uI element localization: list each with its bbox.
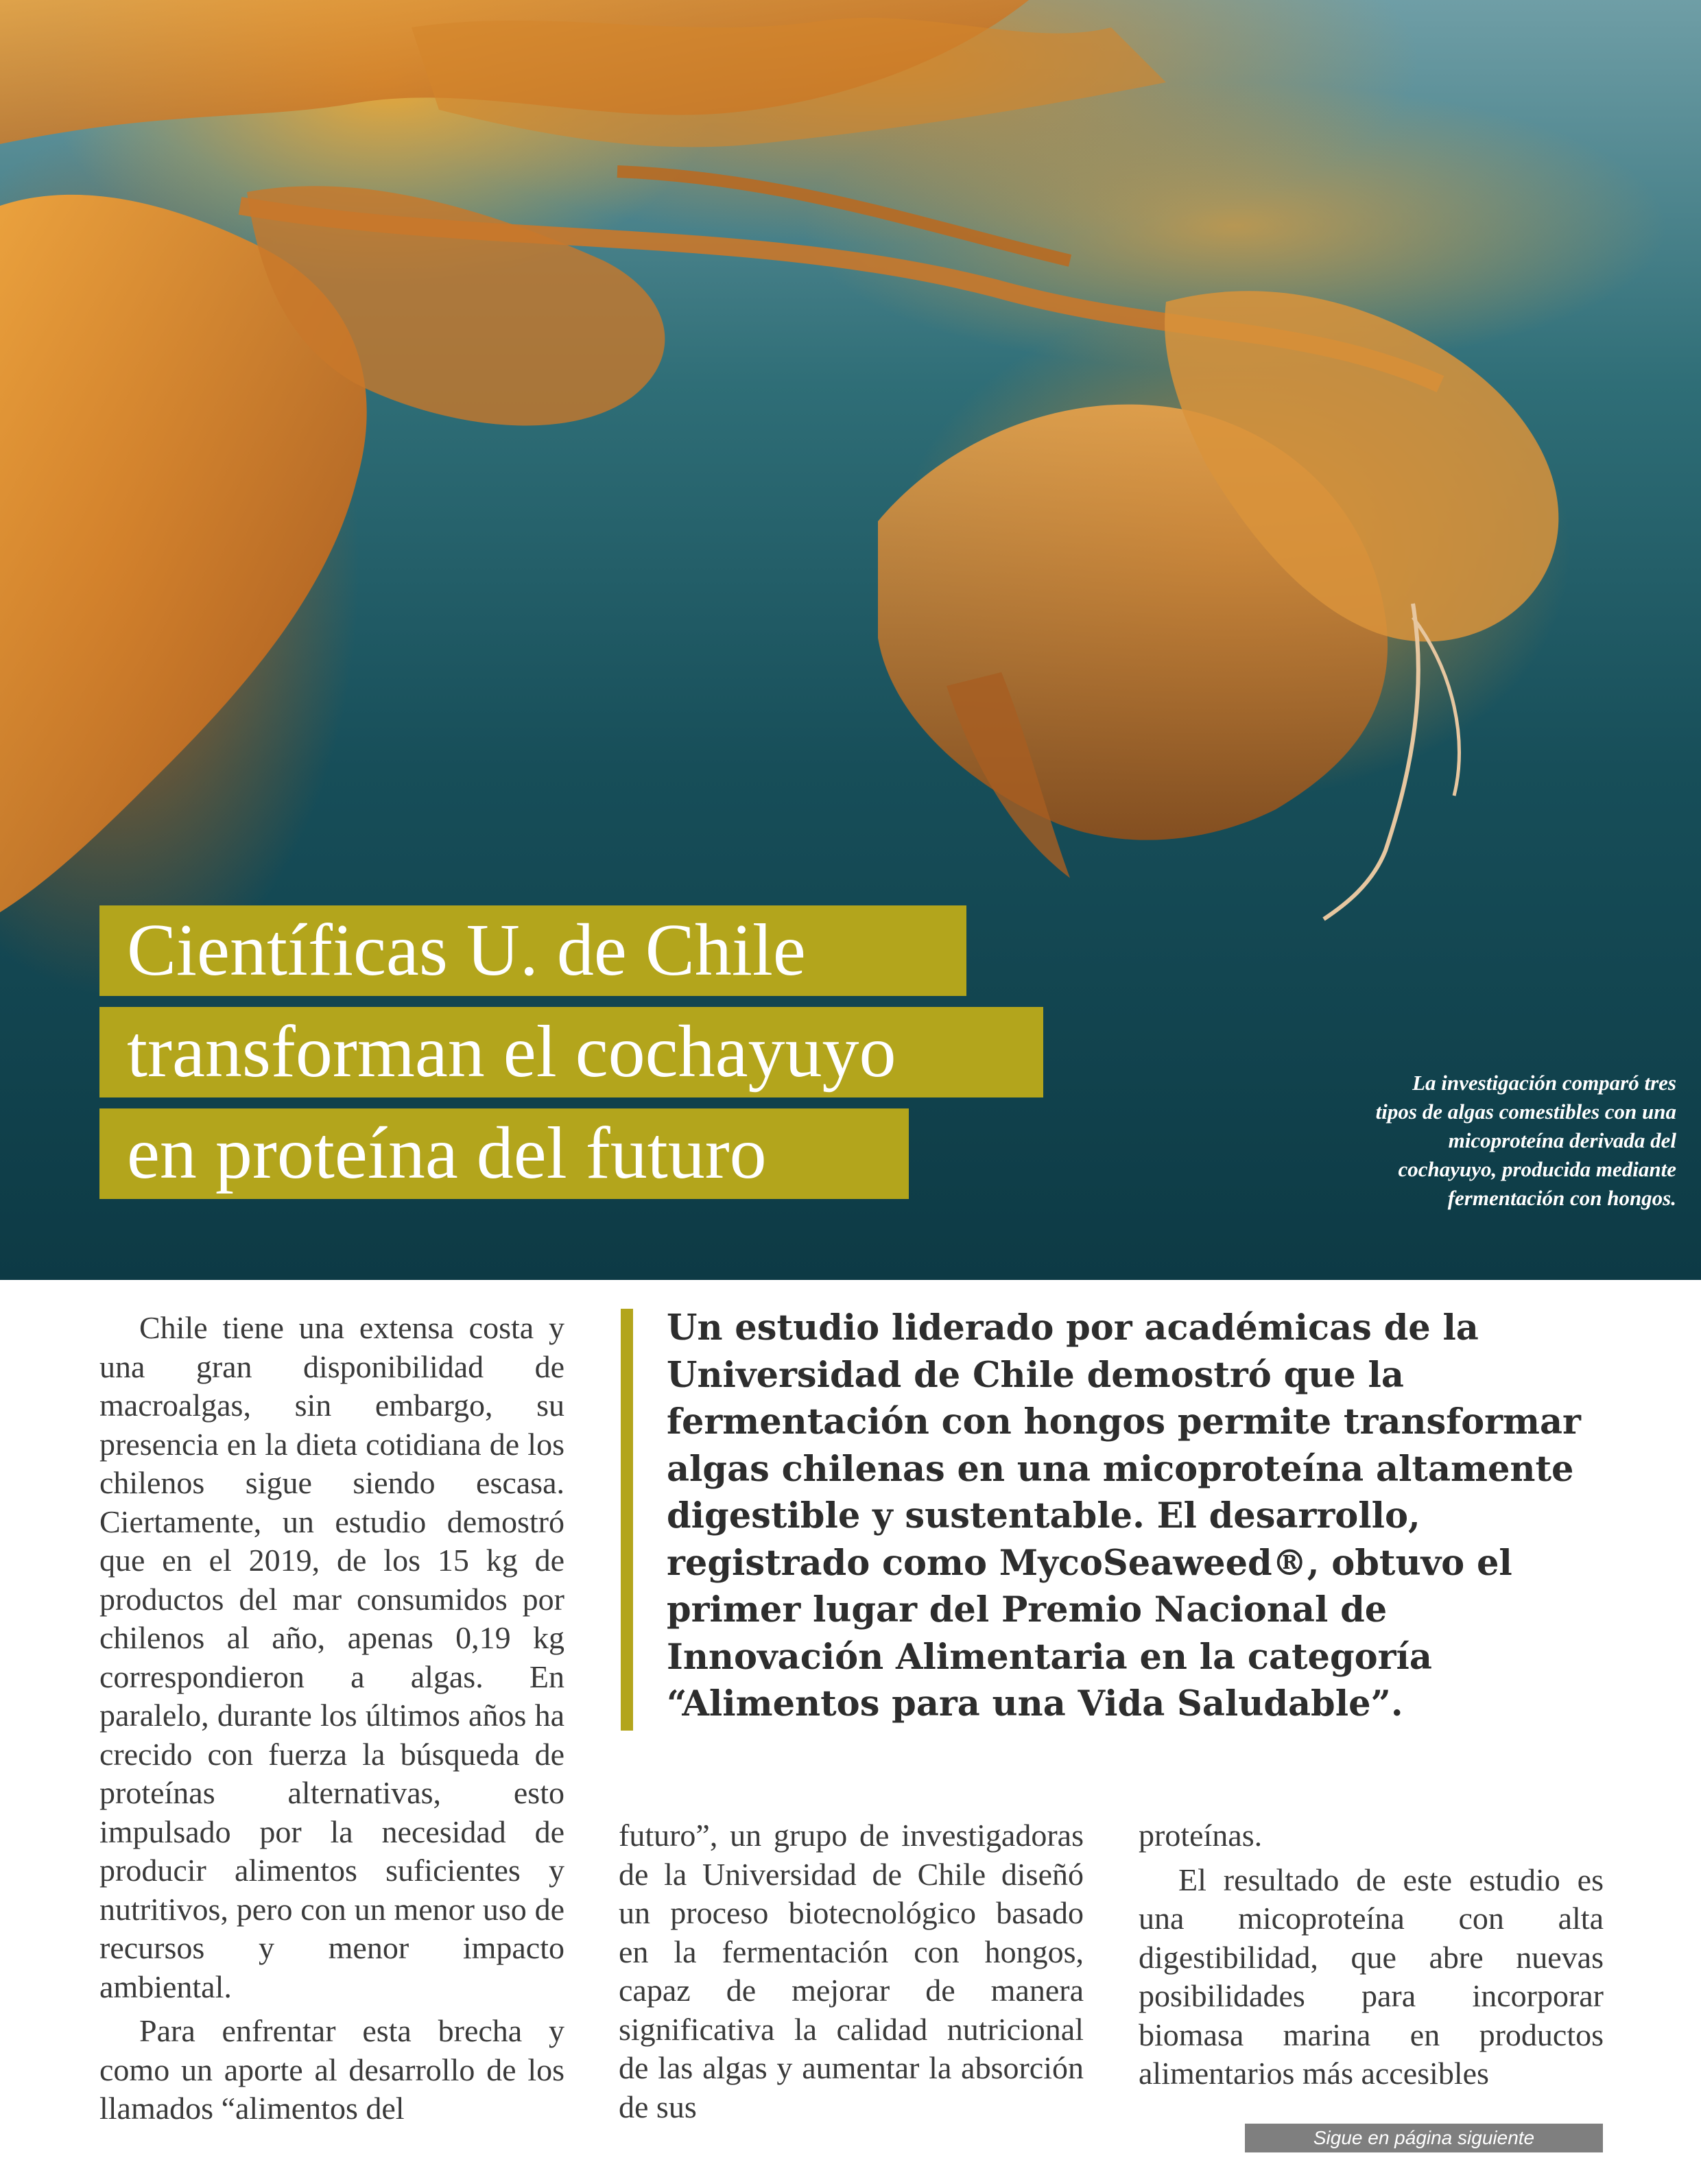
body-paragraph: Chile tiene una extensa costa y una gran disponibilidad de macroalgas, sin embargo, su presencia en la dieta cotidiana de los chilenos sigue siendo escasa. Ciertamente, un estudio demostró que en el 2019, de los 15 kg de productos del mar consumidos por chilenos al año, apenas 0,19 kg correspondieron a algas. En paralelo, durante los últimos años ha crecido con fuerza la búsqueda de proteínas alternativas, esto impulsado por la necesidad de producir alimentos suficientes y nutritivos, pero con un menor uso de recursos y menor impacto ambiental. bbox=[99, 1310, 564, 2004]
lead-paragraph: Un estudio liderado por académicas de la Universidad de Chile demostró que la fermentación con hongos permite transformar algas chilenas en una micoproteína altamente digestible y sustentable. El desarrollo, registrado como MycoSeaweed®, obtuvo el primer lugar del Premio Nacional de Innovación Alimentaria en la categoría “Alimentos para una Vida Saludable”. bbox=[667, 1307, 1581, 1724]
body-paragraph: proteínas. bbox=[1139, 1818, 1263, 1853]
body-paragraph: Para enfrentar esta brecha y como un aporte al desarrollo de los llamados “alimentos del bbox=[99, 2013, 564, 2126]
body-column-3 bbox=[1139, 1816, 1604, 2093]
body-column-1 bbox=[99, 1309, 564, 2128]
body-paragraph: futuro”, un grupo de investigadoras de la Universidad de Chile diseñó un proceso biotecnológico basado en la fermentación con hongos, capaz de mejorar de manera significativa la calidad nutricional de las algas y aumentar la absorción de sus bbox=[619, 1818, 1084, 2124]
headline-line-1: Científicas U. de Chile bbox=[99, 905, 966, 996]
headline-line-2: transforman el cochayuyo bbox=[99, 1007, 1043, 1097]
body-column-2 bbox=[619, 1816, 1084, 2126]
lead-accent-bar bbox=[621, 1309, 633, 1731]
headline-line-3: en proteína del futuro bbox=[99, 1108, 909, 1199]
continue-next-page-label: Sigue en página siguiente bbox=[1245, 2124, 1603, 2152]
body-paragraph: El resultado de este estudio es una micoproteína con alta digestibilidad, que abre nuevas posibilidades para incorporar biomasa marina en productos alimentarios más accesibles bbox=[1139, 1862, 1604, 2091]
photo-caption: La investigación comparó tres tipos de algas comestibles con una micoproteína derivada del cochayuyo, producida mediante fermentación con hongos. bbox=[1375, 1071, 1676, 1210]
